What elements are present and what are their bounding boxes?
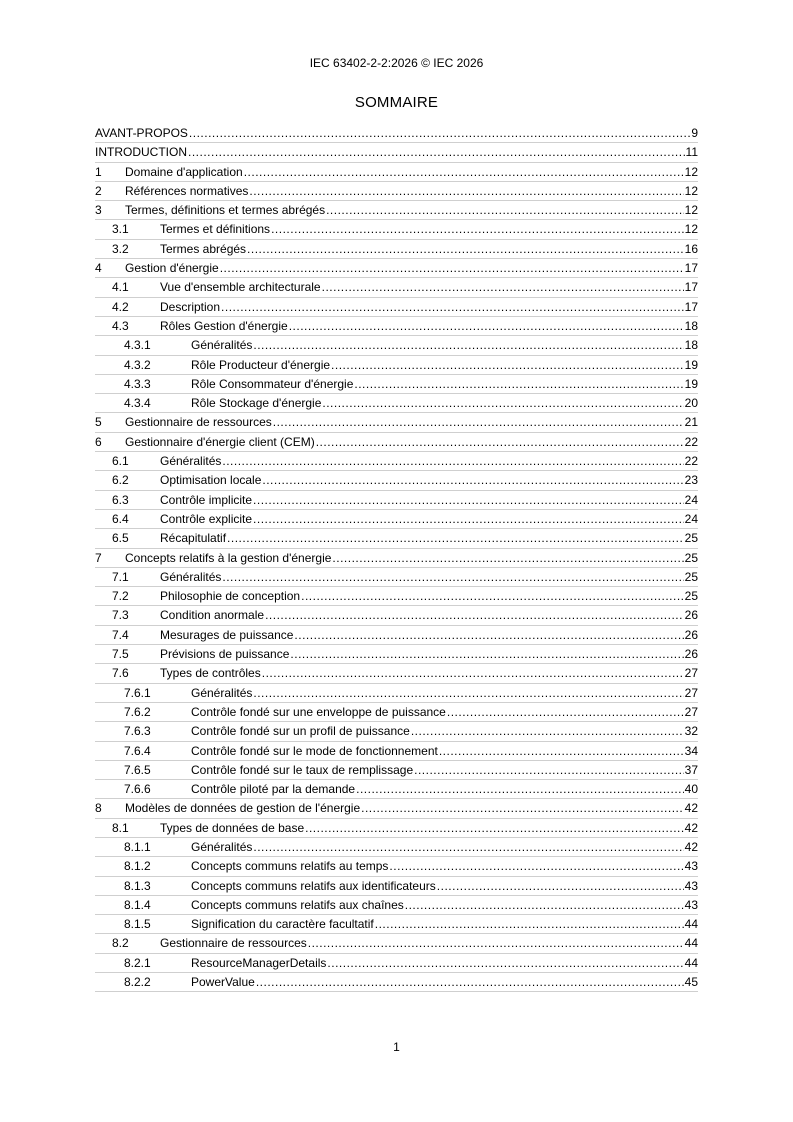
toc-entry[interactable] — [95, 549, 698, 568]
toc-entry-number: 4.3.4 — [124, 396, 151, 411]
toc-entry-title: Rôle Stockage d'énergie — [191, 394, 322, 413]
toc-entry-page: 26 — [684, 647, 698, 662]
toc-entry[interactable] — [95, 124, 698, 143]
dot-leader — [262, 664, 684, 683]
dot-leader — [289, 317, 684, 336]
toc-entry[interactable] — [95, 220, 698, 239]
toc-entry[interactable] — [95, 915, 698, 934]
toc-entry[interactable] — [95, 471, 698, 490]
toc-entry-page: 43 — [684, 878, 698, 893]
toc-entry-title: ResourceManagerDetails — [191, 954, 327, 973]
toc-entry-title: Optimisation locale — [160, 471, 262, 490]
toc-entry-page: 25 — [684, 569, 698, 584]
dot-leader — [439, 742, 684, 761]
toc-entry-page: 19 — [684, 357, 698, 372]
dot-leader — [301, 587, 684, 606]
dot-leader — [389, 857, 683, 876]
toc-entry-number: 8.1.1 — [124, 839, 151, 854]
dot-leader — [227, 529, 684, 548]
dot-leader — [189, 124, 690, 143]
toc-entry-number: 8.1.5 — [124, 917, 151, 932]
toc-entry-number: 8.1.4 — [124, 897, 151, 912]
toc-entry[interactable] — [95, 973, 698, 992]
toc-entry-number: 4.3.3 — [124, 376, 151, 391]
dot-leader — [273, 413, 684, 432]
toc-entry[interactable] — [95, 298, 698, 317]
dot-leader — [356, 780, 684, 799]
toc-entry-page: 44 — [684, 917, 698, 932]
toc-entry-number: 7.5 — [112, 647, 129, 662]
toc-entry-page: 19 — [684, 376, 698, 391]
dot-leader — [326, 201, 684, 220]
toc-entry-title: Gestion d'énergie — [125, 259, 220, 278]
dot-leader — [331, 356, 684, 375]
toc-entry-title: Contrôle fondé sur un profil de puissance — [191, 722, 411, 741]
toc-entry-title: Généralités — [160, 568, 222, 587]
toc-entry[interactable] — [95, 182, 698, 201]
dot-leader — [375, 915, 684, 934]
toc-entry-page: 24 — [684, 511, 698, 526]
toc-entry-page: 27 — [684, 666, 698, 681]
dot-leader — [414, 761, 684, 780]
toc-entry[interactable] — [95, 819, 698, 838]
toc-entry[interactable] — [95, 375, 698, 394]
toc-entry[interactable] — [95, 664, 698, 683]
toc-entry-title: Mesurages de puissance — [160, 626, 294, 645]
row-separator — [95, 991, 698, 992]
toc-entry-number: 2 — [95, 183, 102, 198]
toc-entry-title: Concepts communs relatifs au temps — [191, 857, 389, 876]
toc-entry-title: Termes abrégés — [160, 240, 247, 259]
toc-entry-number: 7.6.5 — [124, 762, 151, 777]
toc-entry[interactable] — [95, 356, 698, 375]
toc-entry-title: Philosophie de conception — [160, 587, 301, 606]
toc-entry-number: 7.6.6 — [124, 782, 151, 797]
toc-entry[interactable] — [95, 529, 698, 548]
toc-entry-page: 9 — [691, 126, 698, 140]
toc-entry-title: Concepts communs relatifs aux chaînes — [191, 896, 405, 915]
dot-leader — [411, 722, 684, 741]
toc-entry[interactable] — [95, 433, 698, 452]
dot-leader — [253, 838, 683, 857]
toc-entry-title: Contrôle fondé sur le mode de fonctionnement — [191, 742, 439, 761]
toc-entry[interactable] — [95, 163, 698, 182]
toc-entry-title: Termes, définitions et termes abrégés — [125, 201, 326, 220]
dot-leader — [253, 336, 683, 355]
toc-entry-number: 6.1 — [112, 454, 129, 469]
toc-entry-page: 32 — [684, 724, 698, 739]
toc-entry-title: AVANT-PROPOS — [95, 124, 189, 143]
toc-entry[interactable] — [95, 240, 698, 259]
dot-leader — [253, 684, 683, 703]
toc-entry-page: 25 — [684, 550, 698, 565]
dot-leader — [221, 298, 684, 317]
toc-entry-page: 17 — [684, 299, 698, 314]
toc-entry[interactable] — [95, 394, 698, 413]
dot-leader — [354, 375, 683, 394]
toc-entry-title: Contrôle explicite — [160, 510, 253, 529]
toc-entry-number: 3.1 — [112, 222, 129, 237]
toc-entry-number: 5 — [95, 415, 102, 430]
toc-entry-page: 16 — [684, 241, 698, 256]
toc-entry[interactable] — [95, 143, 698, 162]
toc-entry-page: 34 — [684, 743, 698, 758]
dot-leader — [249, 182, 683, 201]
dot-leader — [316, 433, 684, 452]
toc-entry-page: 26 — [684, 627, 698, 642]
toc-entry-number: 6.3 — [112, 492, 129, 507]
toc-entry-number: 6.5 — [112, 531, 129, 546]
toc-entry[interactable] — [95, 259, 698, 278]
dot-leader — [322, 394, 683, 413]
toc-entry[interactable] — [95, 703, 698, 722]
toc-entry[interactable] — [95, 568, 698, 587]
toc-entry-number: 4.3.2 — [124, 357, 151, 372]
toc-entry-title: Rôles Gestion d'énergie — [160, 317, 289, 336]
toc-entry-page: 42 — [684, 839, 698, 854]
dot-leader — [253, 491, 684, 510]
toc-entry-title: Domaine d'application — [125, 163, 244, 182]
toc-entry-title: Récapitulatif — [160, 529, 227, 548]
toc-entry[interactable] — [95, 491, 698, 510]
toc-entry[interactable] — [95, 317, 698, 336]
toc-entry-number: 4.2 — [112, 299, 129, 314]
toc-entry-page: 27 — [684, 704, 698, 719]
toc-entry-page: 21 — [684, 415, 698, 430]
toc-entry-title: Vue d'ensemble architecturale — [160, 278, 322, 297]
toc-entry-number: 6.4 — [112, 511, 129, 526]
toc-entry-title: Généralités — [160, 452, 222, 471]
toc-entry-title: Contrôle fondé sur le taux de remplissage — [191, 761, 414, 780]
toc-entry-title: Signification du caractère facultatif — [191, 915, 375, 934]
toc-entry-page: 45 — [684, 975, 698, 990]
dot-leader — [437, 877, 684, 896]
dot-leader — [447, 703, 684, 722]
toc-entry-page: 24 — [684, 492, 698, 507]
toc-entry-page: 40 — [684, 782, 698, 797]
toc-entry-title: Contrôle fondé sur une enveloppe de puissance — [191, 703, 447, 722]
page-title: SOMMAIRE — [354, 94, 439, 111]
page-header: IEC 63402-2-2:2026 © IEC 2026 — [309, 56, 484, 70]
toc-entry-number: 1 — [95, 164, 102, 179]
toc-entry-title: Rôle Consommateur d'énergie — [191, 375, 354, 394]
toc-entry[interactable] — [95, 645, 698, 664]
toc-entry-title: Description — [160, 298, 221, 317]
toc-entry-title: Condition anormale — [160, 606, 265, 625]
toc-entry-title: Rôle Producteur d'énergie — [191, 356, 331, 375]
toc-entry-number: 3.2 — [112, 241, 129, 256]
toc-entry-number: 6.2 — [112, 473, 129, 488]
toc-entry-title: INTRODUCTION — [95, 143, 188, 162]
toc-entry-title: Gestionnaire de ressources — [125, 413, 273, 432]
dot-leader — [361, 799, 684, 818]
dot-leader — [290, 645, 683, 664]
dot-leader — [327, 954, 683, 973]
toc-entry-title: Contrôle piloté par la demande — [191, 780, 356, 799]
toc-entry-title: Références normatives — [125, 182, 249, 201]
dot-leader — [271, 220, 684, 239]
toc-entry-page: 43 — [684, 859, 698, 874]
dot-leader — [265, 606, 684, 625]
toc-entry[interactable] — [95, 336, 698, 355]
dot-leader — [256, 973, 684, 992]
toc-entry-page: 20 — [684, 396, 698, 411]
toc-entry[interactable] — [95, 452, 698, 471]
toc-entry[interactable] — [95, 857, 698, 876]
toc-entry-title: Contrôle implicite — [160, 491, 253, 510]
toc-entry-number: 6 — [95, 434, 102, 449]
toc-entry-title: Gestionnaire d'énergie client (CEM) — [125, 433, 316, 452]
toc-entry-number: 8.1 — [112, 820, 129, 835]
toc-entry-number: 7.6 — [112, 666, 129, 681]
toc-entry-number: 7.6.2 — [124, 704, 151, 719]
toc-entry-page: 26 — [684, 608, 698, 623]
toc-entry[interactable] — [95, 954, 698, 973]
toc-entry-title: Concepts communs relatifs aux identificateurs — [191, 877, 437, 896]
toc-entry-number: 8.1.3 — [124, 878, 151, 893]
toc-entry-page: 12 — [684, 222, 698, 237]
toc-entry-number: 7.2 — [112, 589, 129, 604]
toc-entry[interactable] — [95, 278, 698, 297]
toc-entry-page: 37 — [684, 762, 698, 777]
toc-entry-number: 7.1 — [112, 569, 129, 584]
toc-entry-number: 7.3 — [112, 608, 129, 623]
toc-entry-title: Gestionnaire de ressources — [160, 934, 308, 953]
toc-entry-number: 8.2.1 — [124, 955, 151, 970]
toc-entry[interactable] — [95, 606, 698, 625]
dot-leader — [322, 278, 684, 297]
toc-entry-page: 17 — [684, 280, 698, 295]
toc-entry[interactable] — [95, 838, 698, 857]
toc-entry-number: 4 — [95, 261, 102, 276]
toc-entry[interactable] — [95, 510, 698, 529]
toc-entry-number: 8.1.2 — [124, 859, 151, 874]
toc-entry-number: 4.1 — [112, 280, 129, 295]
toc-entry-title: Généralités — [191, 838, 253, 857]
toc-entry-page: 44 — [684, 955, 698, 970]
dot-leader — [253, 510, 684, 529]
toc-entry-number: 7 — [95, 550, 102, 565]
toc-entry-title: Généralités — [191, 684, 253, 703]
toc-entry-number: 8.2.2 — [124, 975, 151, 990]
toc-entry[interactable] — [95, 799, 698, 818]
toc-entry[interactable] — [95, 684, 698, 703]
dot-leader — [294, 626, 683, 645]
dot-leader — [222, 568, 683, 587]
toc-entry-page: 18 — [684, 318, 698, 333]
toc-entry[interactable] — [95, 626, 698, 645]
toc-entry[interactable] — [95, 413, 698, 432]
toc-entry-title: Prévisions de puissance — [160, 645, 290, 664]
toc-entry[interactable] — [95, 587, 698, 606]
toc-entry-page: 25 — [684, 531, 698, 546]
dot-leader — [405, 896, 684, 915]
dot-leader — [305, 819, 684, 838]
toc-entry-number: 8 — [95, 801, 102, 816]
toc-entry-page: 25 — [684, 589, 698, 604]
toc-entry-title: Généralités — [191, 336, 253, 355]
toc-entry-number: 7.6.4 — [124, 743, 151, 758]
page-number: 1 — [393, 1040, 400, 1054]
dot-leader — [308, 934, 684, 953]
toc-entry-page: 22 — [684, 434, 698, 449]
toc-entry-number: 4.3.1 — [124, 338, 151, 353]
dot-leader — [332, 549, 683, 568]
toc-entry-number: 7.6.1 — [124, 685, 151, 700]
toc-entry-page: 42 — [684, 820, 698, 835]
toc-entry[interactable] — [95, 934, 698, 953]
toc-entry-page: 12 — [684, 203, 698, 218]
toc-entry-number: 7.6.3 — [124, 724, 151, 739]
toc-entry-number: 7.4 — [112, 627, 129, 642]
toc-entry[interactable] — [95, 780, 698, 799]
toc-entry[interactable] — [95, 201, 698, 220]
toc-entry-page: 43 — [684, 897, 698, 912]
dot-leader — [220, 259, 684, 278]
toc-entry-number: 4.3 — [112, 318, 129, 333]
toc-entry[interactable] — [95, 742, 698, 761]
toc-entry-page: 12 — [684, 183, 698, 198]
toc-entry-title: Concepts relatifs à la gestion d'énergie — [125, 549, 332, 568]
toc-entry-title: PowerValue — [191, 973, 256, 992]
toc-entry-title: Types de contrôles — [160, 664, 262, 683]
toc-entry-number: 3 — [95, 203, 102, 218]
toc-entry-page: 23 — [684, 473, 698, 488]
toc-entry-title: Termes et définitions — [160, 220, 271, 239]
table-of-contents — [95, 124, 698, 992]
dot-leader — [222, 452, 683, 471]
toc-entry-page: 18 — [684, 338, 698, 353]
toc-entry-page: 17 — [684, 261, 698, 276]
toc-entry-title: Types de données de base — [160, 819, 305, 838]
toc-entry[interactable] — [95, 896, 698, 915]
toc-entry[interactable] — [95, 877, 698, 896]
toc-entry-page: 12 — [684, 164, 698, 179]
toc-entry-page: 44 — [684, 936, 698, 951]
toc-entry-page: 42 — [684, 801, 698, 816]
toc-entry[interactable] — [95, 761, 698, 780]
dot-leader — [262, 471, 683, 490]
toc-entry-page: 22 — [684, 454, 698, 469]
toc-entry-number: 8.2 — [112, 936, 129, 951]
toc-entry-title: Modèles de données de gestion de l'énergie — [125, 799, 361, 818]
dot-leader — [244, 163, 684, 182]
toc-entry[interactable] — [95, 722, 698, 741]
toc-entry-page: 27 — [684, 685, 698, 700]
dot-leader — [188, 143, 685, 162]
toc-entry-page: 11 — [685, 145, 698, 160]
dot-leader — [247, 240, 684, 259]
